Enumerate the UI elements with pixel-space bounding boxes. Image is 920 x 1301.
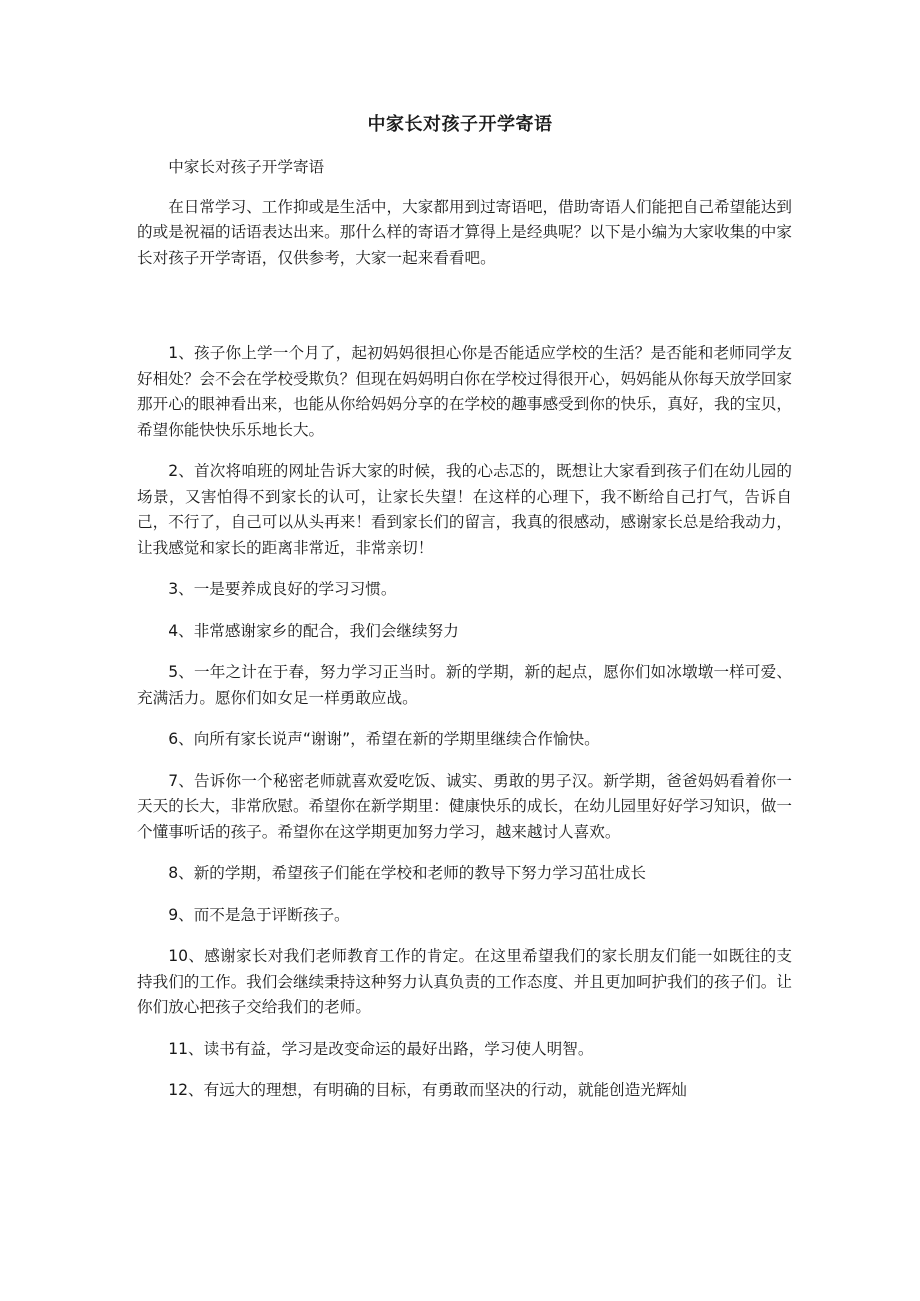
document-body (137, 155, 792, 1120)
list-item: 5、一年之计在于春，努力学习正当时。新的学期，新的起点，愿你们如冰墩墩一样可爱、充满活力。愿你们如女足一样勇敢应战。 (137, 663, 792, 707)
list-item: 3、一是要养成良好的学习习惯。 (168, 580, 397, 598)
list-item: 10、感谢家长对我们老师教育工作的肯定。在这里希望我们的家长朋友们能一如既往的支持我们的工作。我们会继续秉持这种努力认真负责的工作态度、并且更加呵护我们的孩子们。让你们放心把孩子交给我们的老师。 (137, 947, 792, 1016)
list-item: 4、非常感谢家乡的配合，我们会继续努力 (168, 621, 459, 640)
list-item: 6、向所有家长说声“谢谢”，希望在新的学期里继续合作愉快。 (168, 730, 600, 748)
list-item: 1、孩子你上学一个月了，起初妈妈很担心你是否能适应学校的生活？是否能和老师同学友好相处？会不会在学校受欺负？但现在妈妈明白你在学校过得很开心，妈妈能从你每天放学回家那开心的眼神看出来，也能从你给妈妈分享的在学校的趣事感受到你的快乐，真好，我的宝贝，希望你能快快乐乐地长大。 (137, 344, 792, 439)
list-item: 9、而不是急于评断孩子。 (168, 905, 350, 924)
document-title: 中家长对孩子开学寄语 (367, 114, 553, 135)
list-item: 11、读书有益，学习是改变命运的最好出路，学习使人明智。 (168, 1039, 594, 1058)
list-item: 8、新的学期，希望孩子们能在学校和老师的教导下努力学习茁壮成长 (168, 864, 646, 882)
list-item: 2、首次将咱班的网址告诉大家的时候，我的心忐忑的，既想让大家看到孩子们在幼儿园的场景，又害怕得不到家长的认可，让家长失望！在这样的心理下，我不断给自己打气，告诉自己，不行了，自己可以从头再来！看到家长们的留言，我真的很感动，感谢家长总是给我动力，让我感觉和家长的距离非常近，非常亲切！ (137, 462, 792, 557)
list-item: 12、有远大的理想，有明确的目标，有勇敢而坚决的行动，就能创造光辉灿 (168, 1081, 688, 1099)
list-item: 7、告诉你一个秘密老师就喜欢爱吃饭、诚实、勇敢的男子汉。新学期，爸爸妈妈看着你一天天的长大，非常欣慰。希望你在新学期里：健康快乐的成长，在幼儿园里好好学习知识，做一个懂事听话的孩子。希望你在这学期更加努力学习，越来越讨人喜欢。 (137, 771, 792, 841)
document-subtitle: 中家长对孩子开学寄语 (168, 158, 325, 176)
intro-paragraph: 在日常学习、工作抑或是生活中，大家都用到过寄语吧，借助寄语人们能把自己希望能达到的或是祝福的话语表达出来。那什么样的寄语才算得上是经典呢？以下是小编为大家收集的中家长对孩子开学寄语，仅供参考，大家一起来看看吧。 (137, 197, 792, 267)
